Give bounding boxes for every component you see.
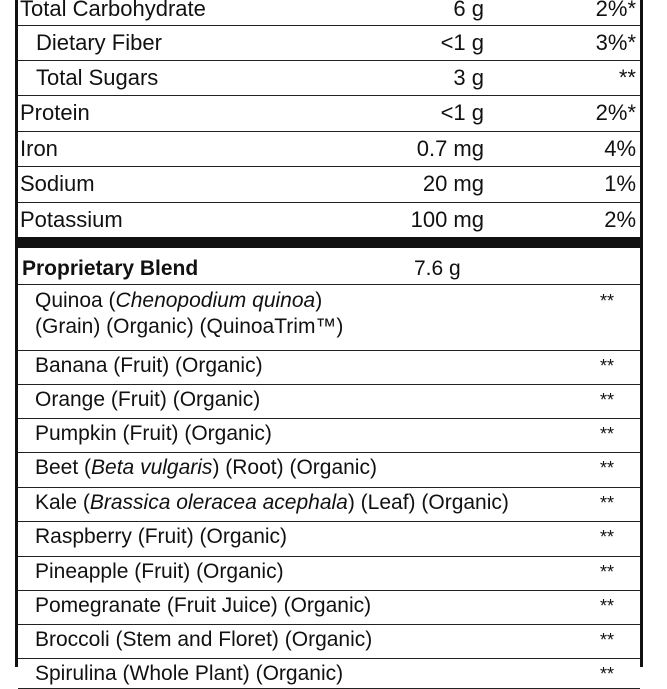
nutrient-row bbox=[18, 131, 640, 167]
nutrient-amount: 100 mg bbox=[410, 207, 484, 232]
nutrient-name: Iron bbox=[20, 136, 58, 161]
ingredient-row bbox=[18, 452, 640, 488]
ingredient-name: Quinoa (Chenopodium quinoa) (Grain) (Organic) (QuinoaTrim™) bbox=[35, 289, 344, 338]
nutrient-daily-value: 4% bbox=[604, 136, 636, 161]
ingredient-daily-value: ** bbox=[599, 527, 614, 547]
nutrient-row bbox=[18, 166, 640, 203]
ingredient-daily-value: ** bbox=[599, 356, 614, 376]
ingredient-daily-value: ** bbox=[599, 291, 614, 311]
nutrient-amount: 0.7 mg bbox=[416, 136, 484, 161]
nutrient-amount: <1 g bbox=[440, 30, 484, 55]
nutrient-row bbox=[18, 60, 640, 96]
ingredient-name: Spirulina (Whole Plant) (Organic) bbox=[35, 662, 344, 685]
nutrient-daily-value: 2% bbox=[604, 207, 636, 232]
ingredient-name: Raspberry (Fruit) (Organic) bbox=[35, 525, 288, 548]
ingredient-name-line2: (Grain) (Organic) (QuinoaTrim™) bbox=[35, 315, 344, 338]
ingredient-daily-value: ** bbox=[599, 630, 614, 650]
ingredient-name: Orange (Fruit) (Organic) bbox=[35, 388, 261, 411]
ingredient-daily-value: ** bbox=[599, 458, 614, 478]
proprietary-blend-row bbox=[18, 252, 640, 285]
nutrient-name: Potassium bbox=[20, 207, 123, 232]
ingredient-row bbox=[18, 521, 640, 557]
ingredient-daily-value: ** bbox=[599, 664, 614, 684]
blend-amount: 7.6 g bbox=[414, 257, 461, 280]
nutrient-row bbox=[18, 95, 640, 132]
ingredient-name: Kale (Brassica oleracea acephala) (Leaf) (Organic) bbox=[35, 491, 509, 514]
nutrient-daily-value: 2%* bbox=[595, 0, 636, 21]
ingredient-row bbox=[18, 658, 640, 689]
ingredient-daily-value: ** bbox=[599, 424, 614, 444]
ingredient-name: Pineapple (Fruit) (Organic) bbox=[35, 560, 284, 583]
ingredient-row bbox=[18, 418, 640, 453]
nutrient-row bbox=[18, 0, 640, 26]
ingredient-daily-value: ** bbox=[599, 596, 614, 616]
ingredient-daily-value: ** bbox=[599, 562, 614, 582]
nutrient-amount: <1 g bbox=[440, 100, 484, 125]
nutrient-daily-value: 2%* bbox=[595, 100, 636, 125]
nutrient-daily-value: 1% bbox=[604, 171, 636, 196]
ingredient-row bbox=[18, 384, 640, 419]
ingredient-row bbox=[18, 556, 640, 591]
ingredient-row bbox=[18, 590, 640, 625]
nutrient-row bbox=[18, 25, 640, 61]
nutrient-name: Dietary Fiber bbox=[36, 30, 162, 55]
nutrient-name: Total Carbohydrate bbox=[20, 0, 206, 21]
nutrient-amount: 3 g bbox=[453, 65, 484, 90]
blend-name: Proprietary Blend bbox=[22, 257, 199, 280]
nutrient-row bbox=[18, 202, 640, 237]
nutrient-name: Sodium bbox=[20, 171, 95, 196]
nutrient-daily-value: 3%* bbox=[595, 30, 636, 55]
ingredient-name: Pomegranate (Fruit Juice) (Organic) bbox=[35, 594, 372, 617]
right-border bbox=[640, 0, 643, 667]
nutrient-name: Total Sugars bbox=[36, 65, 159, 90]
nutrient-daily-value: ** bbox=[618, 65, 636, 90]
ingredient-daily-value: ** bbox=[599, 390, 614, 410]
ingredient-row bbox=[18, 285, 640, 351]
ingredient-row bbox=[18, 350, 640, 385]
ingredient-name: Broccoli (Stem and Floret) (Organic) bbox=[35, 628, 373, 651]
ingredient-name: Beet (Beta vulgaris) (Root) (Organic) bbox=[35, 456, 377, 479]
ingredient-row bbox=[18, 487, 640, 522]
nutrient-name: Protein bbox=[20, 100, 90, 125]
ingredient-name: Pumpkin (Fruit) (Organic) bbox=[35, 422, 272, 445]
nutrient-amount: 20 mg bbox=[422, 171, 484, 196]
ingredient-name: Banana (Fruit) (Organic) bbox=[35, 354, 263, 377]
section-divider-bar bbox=[18, 237, 640, 248]
ingredient-row bbox=[18, 624, 640, 659]
nutrient-amount: 6 g bbox=[453, 0, 484, 21]
ingredient-daily-value: ** bbox=[599, 493, 614, 513]
